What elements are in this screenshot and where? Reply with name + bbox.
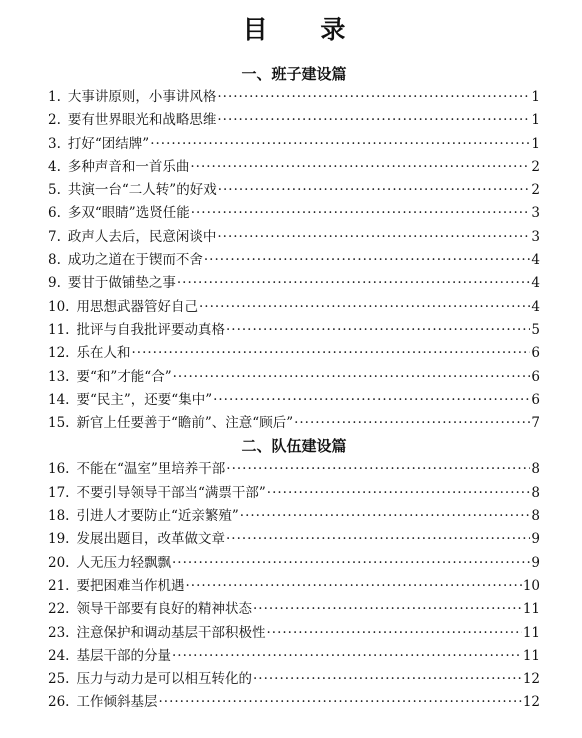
entry-number: 13.	[48, 368, 70, 385]
dot-leader	[213, 389, 530, 412]
page-title: 目 录	[242, 15, 368, 44]
entry-title: 领导干部要有良好的精神状态	[76, 601, 252, 618]
entry-title: 要“和”才能“合”	[76, 368, 172, 385]
page-number: 4	[531, 275, 540, 292]
entry-title: 压力与动力是可以相互转化的	[76, 671, 252, 688]
toc-entry[interactable]	[48, 342, 540, 365]
page-number: 1	[531, 89, 540, 105]
dot-leader	[253, 598, 522, 621]
dot-leader	[226, 528, 530, 551]
toc-entry[interactable]	[48, 249, 540, 272]
entry-title: 多种声音和一首乐曲	[67, 158, 190, 175]
entry-title: 乐在人和	[76, 345, 131, 362]
entry-number: 24.	[48, 647, 70, 664]
entry-number: 25.	[48, 671, 70, 688]
entry-title: 要把困难当作机遇	[76, 577, 185, 594]
toc-entry[interactable]	[48, 133, 540, 156]
page-number: 3	[531, 205, 540, 222]
entry-number: 6.	[48, 205, 61, 222]
entry-number: 26.	[48, 694, 70, 711]
toc-entry[interactable]	[48, 482, 540, 505]
dot-leader	[190, 156, 530, 179]
dot-leader	[185, 575, 521, 598]
dot-leader	[253, 668, 522, 691]
toc-entry[interactable]	[48, 389, 540, 412]
entry-title: 要甘于做铺垫之事	[67, 275, 176, 292]
toc-entry[interactable]	[48, 412, 540, 435]
page-number: 12	[522, 671, 540, 688]
page-number: 10	[522, 577, 540, 594]
entry-title: 要有世界眼光和战略思维	[67, 112, 217, 129]
page-number: 6	[531, 345, 540, 362]
page-number: 1	[531, 135, 540, 152]
entry-number: 17.	[48, 484, 70, 501]
dot-leader	[217, 86, 530, 109]
entry-number: 20.	[48, 554, 70, 571]
entry-number: 22.	[48, 601, 70, 618]
dot-leader	[240, 505, 531, 528]
dot-leader	[150, 133, 530, 156]
toc-entry[interactable]	[48, 202, 540, 225]
entry-title: 引进人才要防止“近亲繁殖”	[76, 508, 239, 525]
page-number: 8	[531, 484, 540, 501]
entry-number: 16.	[48, 461, 70, 478]
entry-number: 4.	[48, 158, 61, 175]
page-number: 11	[522, 647, 540, 664]
page-number: 2	[531, 182, 540, 199]
entry-title: 共演一台“二人转”的好戏	[67, 182, 217, 199]
entry-number: 7.	[48, 228, 61, 245]
page-number: 8	[531, 461, 540, 478]
dot-leader	[294, 412, 530, 435]
entry-number: 1.	[48, 89, 61, 105]
entry-number: 21.	[48, 577, 70, 594]
entry-number: 2.	[48, 112, 61, 129]
page-number: 9	[531, 531, 540, 548]
toc-entry[interactable]	[48, 272, 540, 295]
dot-leader	[226, 319, 530, 342]
dot-leader	[158, 691, 521, 714]
entry-title: 政声人去后，民意闲谈中	[67, 228, 217, 245]
entry-number: 23.	[48, 624, 70, 641]
page-number: 6	[531, 368, 540, 385]
dot-leader	[131, 342, 530, 365]
entry-title: 不能在“温室”里培养干部	[76, 461, 226, 478]
entry-number: 14.	[48, 391, 70, 408]
section-heading: 二、队伍建设篇	[241, 437, 347, 456]
entry-title: 要“民主”，还要“集中”	[76, 391, 213, 408]
entry-number: 3.	[48, 135, 61, 152]
entry-title: 多双“眼睛”选贤任能	[67, 205, 190, 222]
page-number: 3	[531, 228, 540, 245]
entry-number: 8.	[48, 252, 61, 269]
page-number: 11	[522, 601, 540, 618]
toc-entry[interactable]	[48, 319, 540, 342]
dot-leader	[226, 458, 530, 481]
toc-entry[interactable]	[48, 552, 540, 575]
toc-entry[interactable]	[48, 366, 540, 389]
entry-title: 成功之道在于锲而不舍	[67, 252, 203, 269]
entry-title: 注意保护和调动基层干部积极性	[76, 624, 266, 641]
entry-number: 19.	[48, 531, 70, 548]
entry-number: 9.	[48, 275, 61, 292]
entry-title: 用思想武器管好自己	[76, 298, 198, 315]
section-heading: 一、班子建设篇	[241, 65, 347, 83]
dot-leader	[199, 296, 530, 319]
entry-number: 5.	[48, 182, 61, 199]
toc-entry[interactable]	[48, 505, 540, 528]
dot-leader	[267, 482, 531, 505]
page-number: 2	[531, 158, 540, 175]
dot-leader	[266, 622, 521, 645]
toc-entry[interactable]	[48, 691, 540, 714]
toc-entry[interactable]	[48, 528, 540, 551]
toc-entry[interactable]	[48, 86, 540, 109]
entry-title: 批评与自我批评要动真格	[76, 321, 225, 338]
page-number: 8	[531, 508, 540, 525]
entry-title: 发展出题目，改革做文章	[76, 531, 225, 548]
entry-number: 10.	[48, 298, 70, 315]
dot-leader	[218, 179, 531, 202]
page-number: 6	[531, 391, 540, 408]
table-of-contents	[48, 63, 540, 715]
entry-title: 基层干部的分量	[76, 647, 171, 664]
page-number: 4	[531, 298, 540, 315]
dot-leader	[217, 226, 530, 249]
page-number: 5	[531, 321, 540, 338]
entry-title: 人无压力轻飘飘	[76, 554, 171, 571]
toc-entry[interactable]	[48, 575, 540, 598]
dot-leader	[191, 202, 531, 225]
entry-number: 15.	[48, 415, 70, 432]
page-number: 1	[531, 112, 540, 129]
toc-entry[interactable]	[48, 645, 540, 668]
toc-entry[interactable]	[48, 598, 540, 621]
entry-title: 工作倾斜基层	[76, 694, 158, 711]
entry-title: 新官上任要善于“瞻前”、注意“顾后”	[76, 415, 294, 432]
toc-entry[interactable]	[48, 668, 540, 691]
toc-entry[interactable]	[48, 226, 540, 249]
toc-entry[interactable]	[48, 179, 540, 202]
dot-leader	[204, 249, 531, 272]
entry-number: 18.	[48, 508, 70, 525]
entry-title: 大事讲原则，小事讲风格	[67, 89, 217, 105]
dot-leader	[172, 645, 522, 668]
page-number: 4	[531, 252, 540, 269]
toc-entry[interactable]	[48, 296, 540, 319]
entry-title: 不要引导领导干部当“满票干部”	[76, 484, 266, 501]
dot-leader	[172, 552, 530, 575]
toc-entry[interactable]	[48, 156, 540, 179]
entry-title: 打好“团结牌”	[67, 135, 150, 152]
dot-leader	[217, 109, 530, 132]
dot-leader	[177, 272, 531, 295]
toc-entry[interactable]	[48, 109, 540, 132]
page-number: 9	[531, 554, 540, 571]
page-number: 11	[522, 624, 540, 641]
entry-number: 11.	[48, 321, 70, 338]
toc-entry[interactable]	[48, 458, 540, 481]
dot-leader	[173, 366, 531, 389]
page-number: 7	[531, 415, 540, 432]
entry-number: 12.	[48, 345, 70, 362]
page-number: 12	[522, 694, 540, 711]
toc-entry[interactable]	[48, 622, 540, 645]
